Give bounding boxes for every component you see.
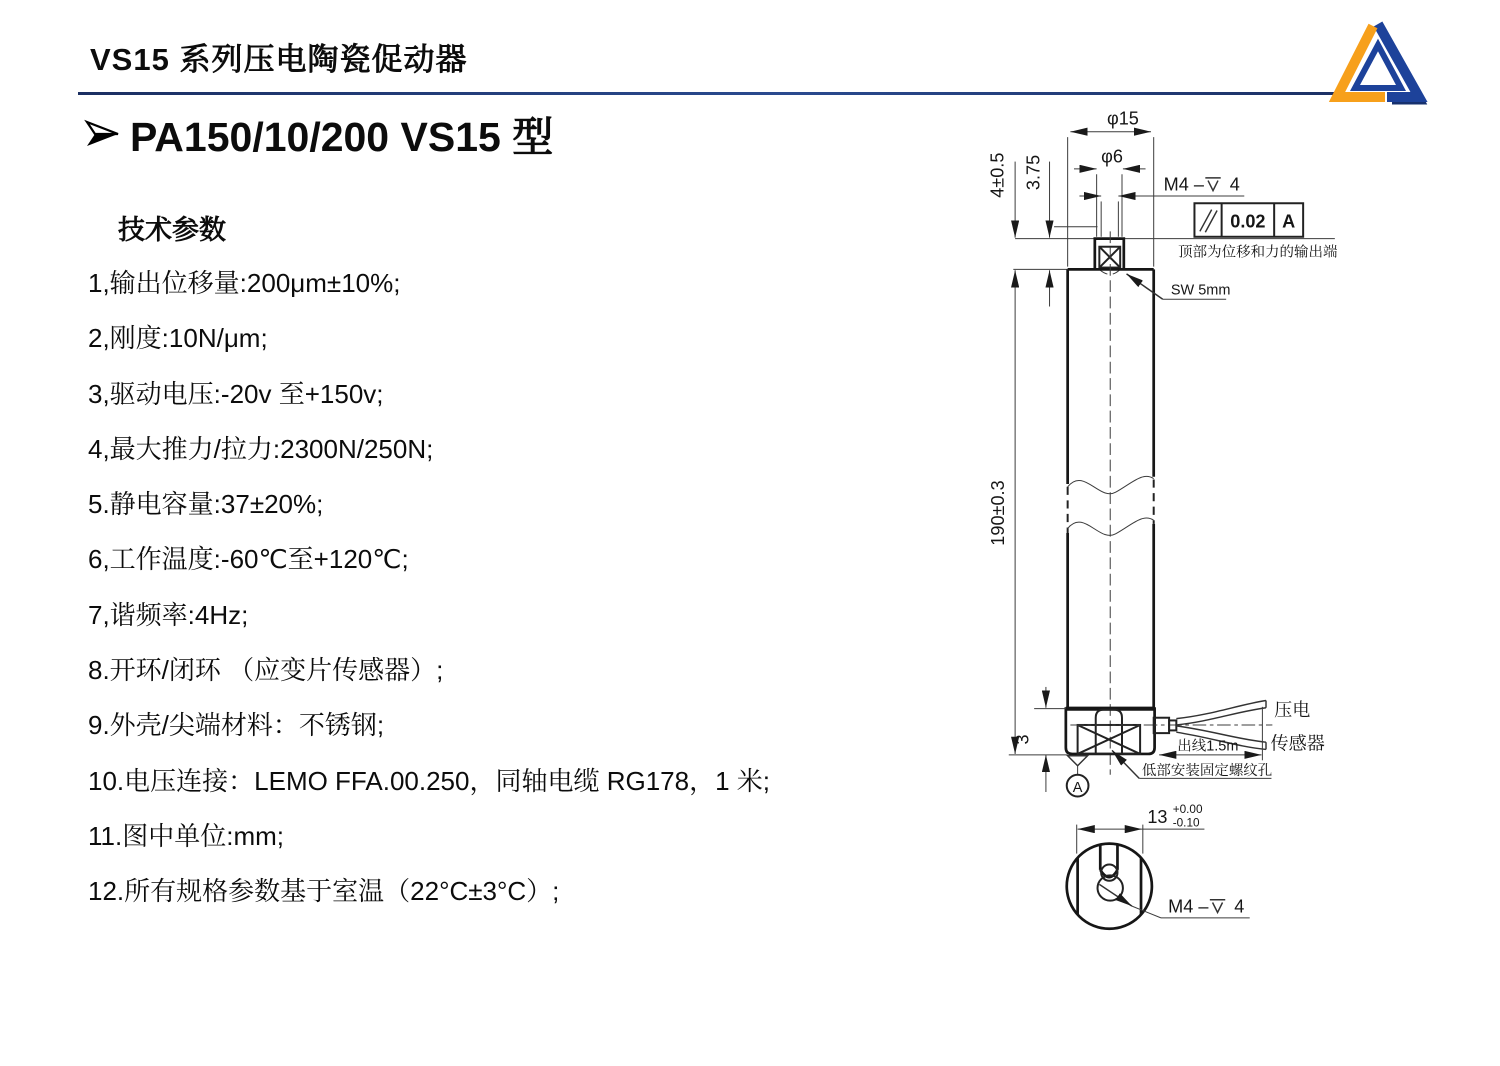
section-title: 技术参数 bbox=[118, 215, 226, 245]
depth-symbol-icon bbox=[1210, 900, 1225, 913]
model-heading: PA150/10/200 VS15 型 bbox=[130, 114, 554, 160]
dim-flat-width-label: 13 bbox=[1147, 806, 1168, 827]
dim-phi15-label: φ15 bbox=[1106, 108, 1139, 129]
actuator-drawing-svg bbox=[940, 100, 1400, 1061]
tolerance-datum-label: A bbox=[1282, 211, 1296, 232]
dim-flat-tol-minus: -0.10 bbox=[1172, 816, 1200, 830]
penrose-triangle-icon bbox=[1326, 14, 1440, 108]
bottom-hole-note: 低部安装固定螺纹孔 bbox=[1141, 762, 1273, 779]
spec-item: 5.静电容量:37±20%; bbox=[88, 489, 324, 520]
dim-base-height-label: 3 bbox=[1012, 734, 1033, 745]
depth-symbol-icon bbox=[1205, 178, 1220, 191]
cable-length-label: 出线1.5m bbox=[1177, 738, 1239, 755]
datum-a bbox=[1067, 756, 1089, 797]
page-title: VS15 系列压电陶瓷促动器 bbox=[90, 42, 468, 77]
spec-item: 8.开环/闭环 （应变片传感器）; bbox=[88, 655, 444, 686]
spec-item: 1,输出位移量:200μm±10%; bbox=[88, 268, 401, 298]
wrench-flat-label: SW 5mm bbox=[1170, 282, 1231, 299]
datum-letter: A bbox=[1072, 779, 1083, 796]
bottom-thread-depth-label: 4 bbox=[1234, 896, 1245, 917]
spec-list bbox=[88, 268, 868, 932]
spec-item: 4,最大推力/拉力:2300N/250N; bbox=[88, 433, 434, 464]
spec-item: 11.图中单位:mm; bbox=[88, 820, 284, 851]
thread-callout-label: M4 – bbox=[1163, 174, 1204, 195]
model-heading-row bbox=[84, 104, 553, 163]
spec-item: 9.外壳/尖端材料：不锈钢; bbox=[88, 710, 385, 741]
technical-drawing bbox=[940, 100, 1400, 1066]
tolerance-value-label: 0.02 bbox=[1230, 211, 1266, 232]
spec-item: 3,驱动电压:-20v 至+150v; bbox=[88, 378, 384, 409]
parallelism-symbol-icon bbox=[1200, 210, 1217, 233]
spec-item: 6,工作温度:-60℃至+120℃; bbox=[88, 544, 409, 575]
dim-stud-height-label: 4±0.5 bbox=[987, 152, 1008, 198]
thread-depth-label: 4 bbox=[1229, 174, 1240, 195]
bottom-thread-callout-label: M4 – bbox=[1168, 896, 1209, 917]
dim-collar-height-label: 3.75 bbox=[1023, 154, 1044, 191]
dim-phi6-label: φ6 bbox=[1101, 146, 1123, 167]
tolerance-frame bbox=[1194, 203, 1303, 237]
cable-label-sensor: 传感器 bbox=[1270, 733, 1325, 754]
spec-item: 7,谐频率:4Hz; bbox=[88, 599, 249, 630]
dim-body-length-label: 190±0.3 bbox=[988, 480, 1009, 546]
arrowhead-bullet-icon bbox=[84, 118, 122, 150]
company-logo bbox=[1326, 14, 1440, 113]
top-output-note: 顶部为位移和力的输出端 bbox=[1178, 244, 1338, 261]
spec-item: 2,刚度:10N/μm; bbox=[88, 323, 268, 354]
dim-flat-tol-plus: +0.00 bbox=[1172, 802, 1203, 816]
bottom-view bbox=[1067, 844, 1152, 929]
spec-item: 12.所有规格参数基于室温（22°C±3°C）; bbox=[88, 876, 560, 907]
spec-item: 10.电压连接：LEMO FFA.00.250，同轴电缆 RG178，1 米; bbox=[88, 765, 770, 796]
actuator-body bbox=[1013, 231, 1153, 774]
cable-label-piezo: 压电 bbox=[1274, 699, 1311, 720]
header-divider bbox=[78, 92, 1367, 95]
